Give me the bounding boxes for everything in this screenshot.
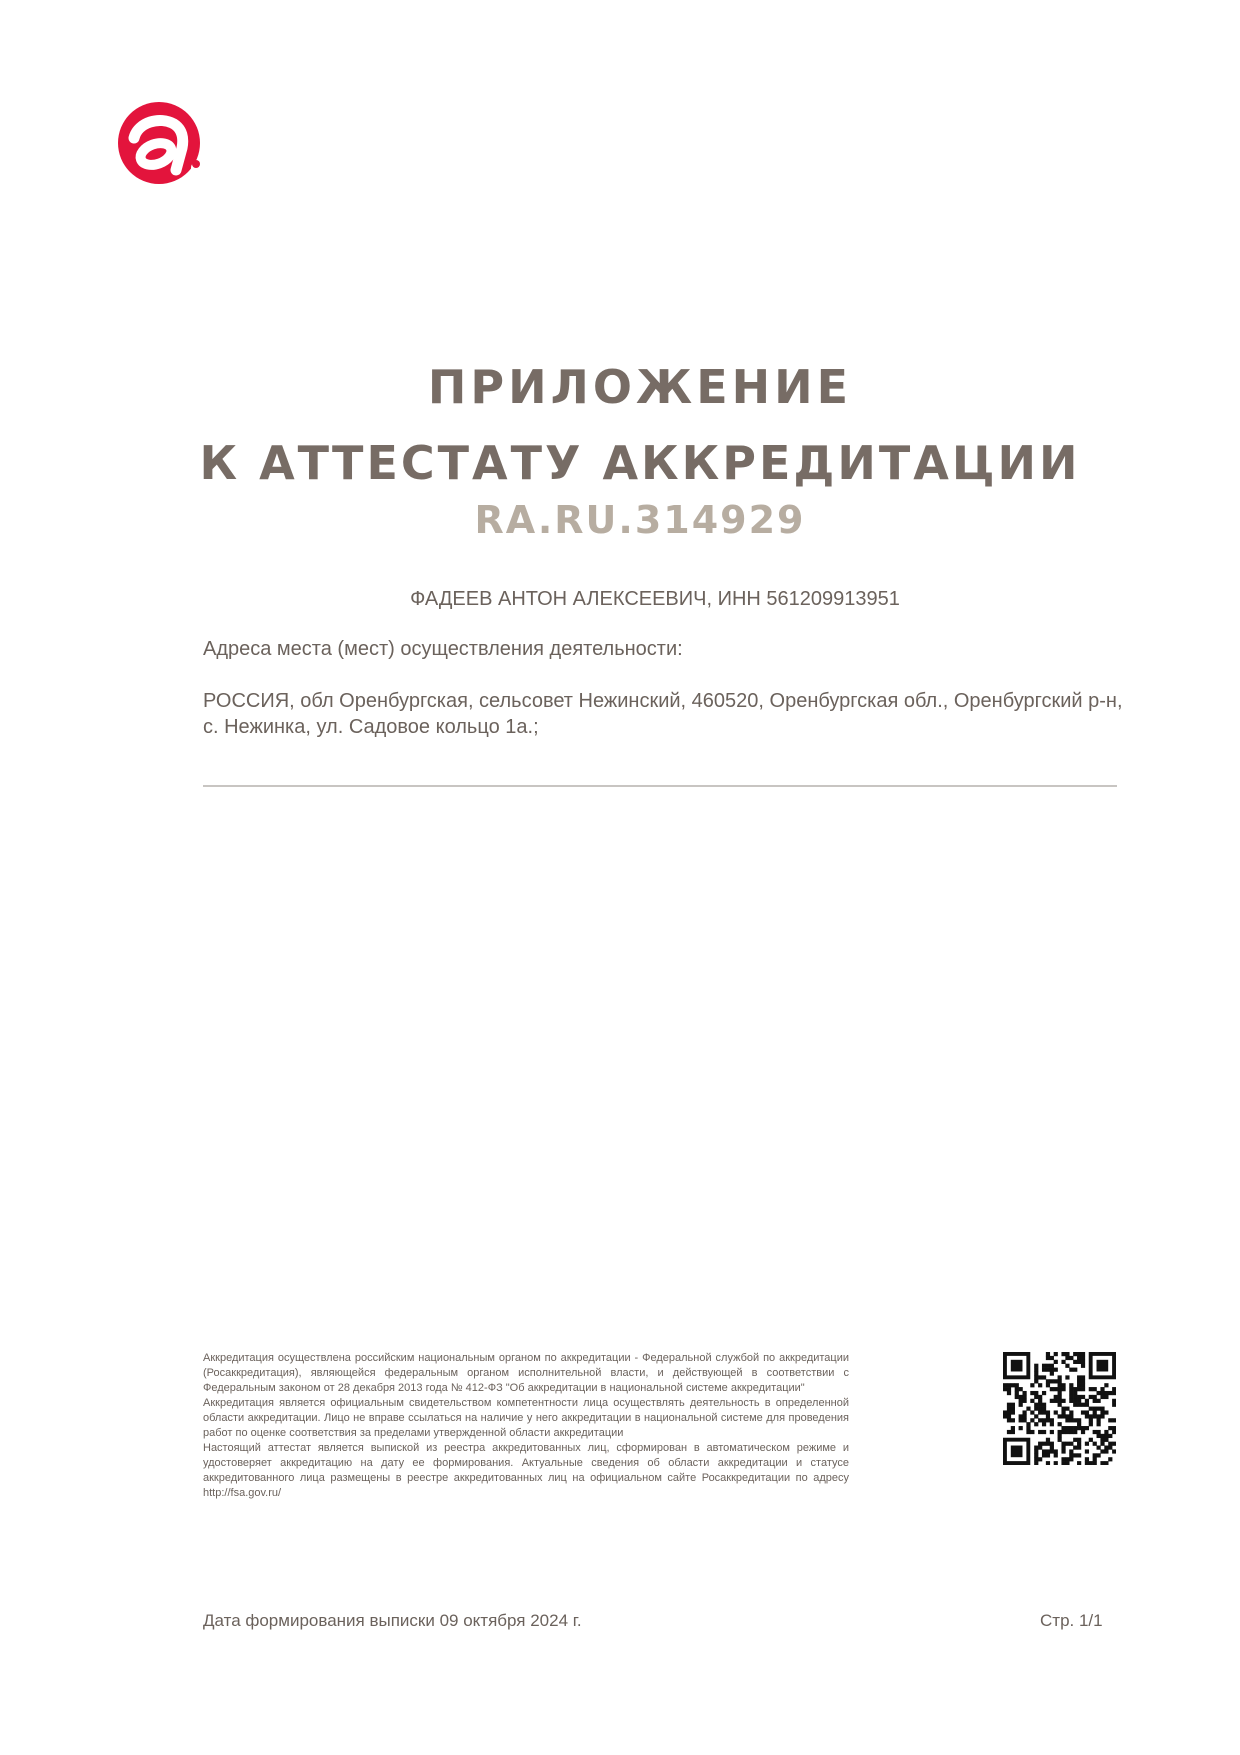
- rosaccreditation-logo-icon: [116, 98, 206, 188]
- qr-code-icon: [1003, 1352, 1116, 1465]
- legal-footnote: [203, 1351, 849, 1501]
- document-title-line2: К АТТЕСТАТУ АККРЕДИТАЦИИ: [199, 436, 1081, 490]
- footnote-paragraph-2: Аккредитация является официальным свидетельством компетентности лица осуществлять деятельность в определенной области аккредитации. Лицо не вправе ссылаться на наличие у него аккредитации в национальной системе для проведения работ по оценке соответствия за пределами утвержденной области аккредитации: [203, 1397, 849, 1439]
- page-number: Стр. 1/1: [1040, 1611, 1103, 1630]
- address-text: РОССИЯ, обл Оренбургская, сельсовет Нежинский, 460520, Оренбургская обл., Оренбургский р-н, с. Нежинка, ул. Садовое кольцо 1а.;: [203, 690, 1123, 738]
- document-title-line1: ПРИЛОЖЕНИЕ: [427, 360, 853, 414]
- holder-name-inn: ФАДЕЕВ АНТОН АЛЕКСЕЕВИЧ, ИНН 561209913951: [410, 588, 900, 610]
- footnote-paragraph-3: Настоящий аттестат является выпиской из реестра аккредитованных лиц, сформирован в автоматическом режиме и удостоверяет аккредитацию на дату ее формирования. Актуальные сведения об области аккредитации и статусе аккредитованного лица размещены в реестре аккредитованных лиц на официальном сайте Росаккредитации по адресу http://fsa.gov.ru/: [203, 1442, 849, 1499]
- address-label: Адреса места (мест) осуществления деятельности:: [203, 638, 683, 660]
- section-divider: [203, 785, 1117, 787]
- footnote-paragraph-1: Аккредитация осуществлена российским национальным органом по аккредитации - Федеральной службой по аккредитации (Росаккредитация), являющейся федеральным органом исполнительной власти, и действующей в соответствии с Федеральным законом от 28 декабря 2013 года № 412-ФЗ "Об аккредитации в национальной системе аккредитации": [203, 1352, 849, 1394]
- registration-number: RA.RU.314929: [474, 498, 806, 542]
- generation-date: Дата формирования выписки 09 октября 2024 г.: [203, 1611, 582, 1630]
